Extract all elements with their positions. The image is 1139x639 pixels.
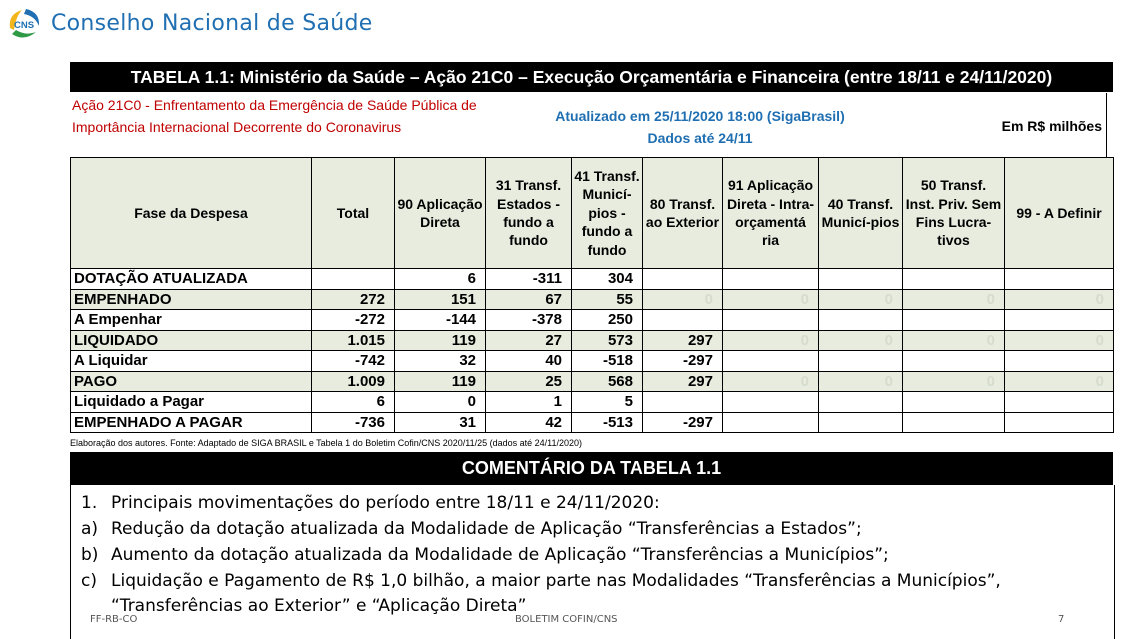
table-cell	[819, 392, 903, 413]
comment-text: Aumento da dotação atualizada da Modalidade de Aplicação “Transferências a Municípios”;	[111, 545, 889, 565]
table-cell: 0	[723, 330, 819, 351]
table-cell	[723, 310, 819, 331]
table-cell: -518	[572, 351, 643, 372]
row-label: PAGO	[71, 371, 312, 392]
table-cell: 0	[1005, 289, 1114, 310]
table-cell: 297	[643, 371, 723, 392]
table-cell	[819, 269, 903, 290]
table-row	[71, 371, 1114, 392]
org-title: Conselho Nacional de Saúde	[51, 11, 373, 36]
table-cell	[723, 269, 819, 290]
table-cell: 6	[395, 269, 486, 290]
table-cell	[903, 412, 1005, 433]
table-cell: -297	[643, 412, 723, 433]
table-cell: 1.015	[312, 330, 395, 351]
updated-line-2: Dados até 24/11	[647, 130, 753, 146]
col-header: 91 Aplicação Direta - Intra-orçamentá ria	[723, 158, 819, 269]
col-header: 41 Transf. Municí-pios - fundo a fundo	[572, 158, 643, 269]
footer-center: BOLETIM COFIN/CNS	[515, 614, 618, 625]
comment-text: Liquidação e Pagamento de R$ 1,0 bilhão, a maior parte nas Modalidades “Transferências a Municípios”,	[111, 571, 1001, 591]
acao-description: Ação 21C0 - Enfrentamento da Emergência de Saúde Pública de Importância Internacional Decorrente do Coronavirus	[72, 97, 477, 135]
table-cell: 40	[486, 351, 572, 372]
table-cell: 0	[723, 371, 819, 392]
footer-left: FF-RB-CO	[90, 614, 138, 625]
table-cell: -742	[312, 351, 395, 372]
comment-title: COMENTÁRIO DA TABELA 1.1	[70, 452, 1113, 485]
table-cell: 32	[395, 351, 486, 372]
table-cell	[819, 412, 903, 433]
logo-text: CNS	[13, 20, 35, 31]
table-cell: 272	[312, 289, 395, 310]
table-cell: 0	[1005, 371, 1114, 392]
table-header-row	[71, 158, 1114, 269]
col-header: Fase da Despesa	[71, 158, 312, 269]
comment-item	[81, 570, 1001, 592]
row-label: A Liquidar	[71, 351, 312, 372]
table-cell: 31	[395, 412, 486, 433]
table-cell	[903, 392, 1005, 413]
table-cell: 119	[395, 330, 486, 351]
table-cell	[903, 351, 1005, 372]
table-cell: -311	[486, 269, 572, 290]
table-cell: 0	[395, 392, 486, 413]
table-cell: -144	[395, 310, 486, 331]
table-row	[71, 412, 1114, 433]
table-cell	[723, 351, 819, 372]
row-label: EMPENHADO A PAGAR	[71, 412, 312, 433]
table-cell: 0	[819, 289, 903, 310]
table-cell: 151	[395, 289, 486, 310]
table-cell: 55	[572, 289, 643, 310]
row-label: Liquidado a Pagar	[71, 392, 312, 413]
table-cell: 119	[395, 371, 486, 392]
comment-text: Redução da dotação atualizada da Modalidade de Aplicação “Transferências a Estados”;	[111, 519, 862, 539]
table-cell	[643, 269, 723, 290]
table-cell	[723, 392, 819, 413]
table-row	[71, 269, 1114, 290]
comment-marker: c)	[81, 571, 97, 591]
col-header: 90 Aplicação Direta	[395, 158, 486, 269]
table-row	[71, 289, 1114, 310]
table-cell: 568	[572, 371, 643, 392]
table-cell: 0	[903, 371, 1005, 392]
table-cell: 67	[486, 289, 572, 310]
col-header: 99 - A Definir	[1005, 158, 1114, 269]
table-cell: 25	[486, 371, 572, 392]
table-cell: -297	[643, 351, 723, 372]
table-cell: 0	[723, 289, 819, 310]
table-cell: 0	[903, 289, 1005, 310]
col-header: 50 Transf. Inst. Priv. Sem Fins Lucra-tivos	[903, 158, 1005, 269]
comment-continuation: “Transferências ao Exterior” e “Aplicação Direta”	[111, 596, 527, 616]
table-cell: -736	[312, 412, 395, 433]
table-cell: 250	[572, 310, 643, 331]
comment-marker: b)	[81, 545, 99, 565]
table-cell	[723, 412, 819, 433]
table-cell: 1	[486, 392, 572, 413]
table-cell	[903, 269, 1005, 290]
table-cell	[819, 351, 903, 372]
col-header: 31 Transf. Estados - fundo a fundo	[486, 158, 572, 269]
table-cell	[1005, 412, 1114, 433]
table-cell: 6	[312, 392, 395, 413]
table-cell	[312, 269, 395, 290]
table-row	[71, 330, 1114, 351]
table-row	[71, 392, 1114, 413]
updated-line-1: Atualizado em 25/11/2020 18:00 (SigaBrasil)	[555, 108, 845, 124]
info-box	[70, 93, 1107, 157]
table-cell: 304	[572, 269, 643, 290]
table-cell	[1005, 310, 1114, 331]
comment-item	[81, 544, 889, 566]
source-note: Elaboração dos autores. Fonte: Adaptado de SIGA BRASIL e Tabela 1 do Boletim Cofin/CNS 2020/11/25 (dados até 24/11/2020)	[70, 438, 583, 448]
table-cell: 0	[643, 289, 723, 310]
row-label: A Empenhar	[71, 310, 312, 331]
table-cell: 0	[903, 330, 1005, 351]
table-cell	[1005, 392, 1114, 413]
col-header: 40 Transf. Municí-pios	[819, 158, 903, 269]
table-body	[71, 269, 1114, 433]
table-cell	[819, 310, 903, 331]
table-cell: 1.009	[312, 371, 395, 392]
row-label: LIQUIDADO	[71, 330, 312, 351]
comment-item	[81, 492, 660, 514]
table-cell	[643, 392, 723, 413]
row-label: DOTAÇÃO ATUALIZADA	[71, 269, 312, 290]
table-cell	[903, 310, 1005, 331]
table-cell: -272	[312, 310, 395, 331]
comment-marker: a)	[81, 519, 99, 539]
table-cell: 0	[819, 371, 903, 392]
table-cell	[1005, 351, 1114, 372]
table-cell	[643, 310, 723, 331]
table-row	[71, 310, 1114, 331]
cns-logo	[6, 6, 42, 42]
update-info	[510, 105, 890, 149]
table-title: TABELA 1.1: Ministério da Saúde – Ação 21C0 – Execução Orçamentária e Financeira (entre 18/11 e 24/11/2020)	[70, 62, 1113, 92]
table-cell: 297	[643, 330, 723, 351]
table-cell: 27	[486, 330, 572, 351]
table-cell: 0	[819, 330, 903, 351]
table-cell: -378	[486, 310, 572, 331]
table-cell: 5	[572, 392, 643, 413]
row-label: EMPENHADO	[71, 289, 312, 310]
table-row	[71, 351, 1114, 372]
col-header: Total	[312, 158, 395, 269]
table-cell: 0	[1005, 330, 1114, 351]
table-cell: 42	[486, 412, 572, 433]
comment-marker: 1.	[81, 493, 98, 513]
table-cell: -513	[572, 412, 643, 433]
unit-label: Em R$ milhões	[1001, 118, 1102, 134]
page-number: 7	[1058, 614, 1065, 625]
execution-table	[70, 157, 1114, 433]
table-cell: 573	[572, 330, 643, 351]
comment-text: Principais movimentações do período entre 18/11 e 24/11/2020:	[111, 493, 660, 513]
comment-item	[81, 518, 862, 540]
table-cell	[1005, 269, 1114, 290]
col-header: 80 Transf. ao Exterior	[643, 158, 723, 269]
